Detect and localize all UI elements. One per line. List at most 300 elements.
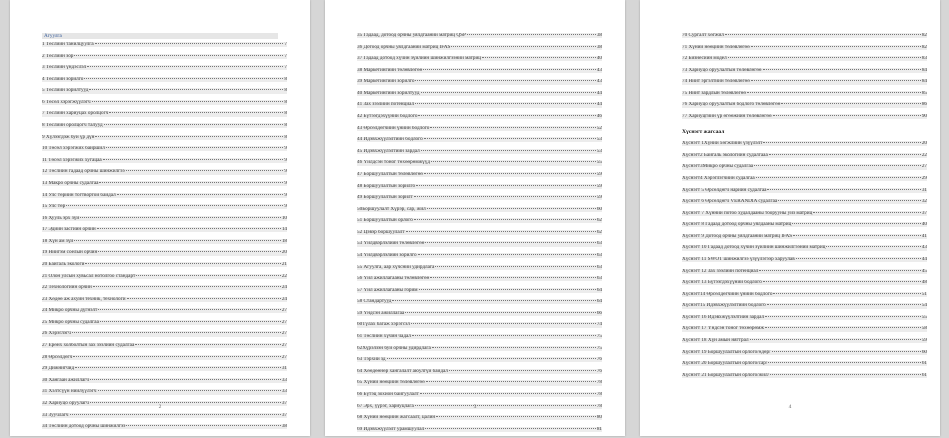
toc-entry[interactable] [682,141,927,146]
toc-entry[interactable] [357,276,602,281]
toc-entry-page: 24 [281,285,287,291]
toc-entry-page: 64 [596,287,602,293]
toc-entry-title: 68 Хүний нөөцийн жагсаалт, цалин [357,415,436,421]
dot-leader [84,78,283,79]
toc-entry-page: 24 [281,296,287,302]
toc-entry-page: 41 [921,233,927,239]
toc-entry-title: 62Хүрэлзэн буй орчны удирдлага [357,345,431,351]
dot-leader [768,362,920,363]
dot-leader [89,89,283,90]
toc-entry-page: 86 [921,102,927,108]
toc-entry-page: 27 [281,319,287,325]
toc-entry-page: 40 [921,222,927,228]
toc-entry[interactable] [42,146,287,151]
toc-entry[interactable] [357,253,602,258]
toc-entry[interactable] [682,315,927,320]
toc-entry[interactable] [42,135,287,140]
toc-entry-page: 66 [596,310,602,316]
dot-leader [95,136,283,137]
dot-leader [106,147,284,148]
toc-entry-page: 85 [921,90,927,96]
dot-leader [435,266,595,267]
toc-entry-page: 8 [284,76,287,82]
page-number: 3 [473,404,477,410]
toc-entry[interactable] [42,343,287,348]
dot-leader [725,34,921,35]
toc-entry-title: 55 Агуулга, аар хүчсний удирдлага [357,264,435,270]
toc-entry-title: Хүснэгт 20 Боршуулалтын орлого/сар/ [682,361,768,367]
toc-entry[interactable] [682,79,927,84]
toc-entry[interactable] [357,288,602,293]
toc-entry-title: 10 Төсөл хэрэгжих байршил [42,146,105,152]
toc-entry[interactable] [682,361,927,366]
dot-leader [93,286,281,287]
dot-leader [92,101,284,102]
toc-entry-title: 30 Хангаан ажиллагч [42,377,89,383]
toc-entry[interactable] [682,280,927,285]
dot-leader [127,298,281,299]
dot-leader [770,374,921,375]
dot-leader [109,112,283,113]
toc-entry-page: 61 [921,361,927,367]
dot-leader [418,115,595,116]
toc-entry-page: 10 [281,215,287,221]
toc-entry-title: 25 Микро орчны судалгаа [42,319,99,325]
toc-entry-page: 20 [281,250,287,256]
dot-leader [763,69,921,70]
toc-entry-title: Хүснэгт 8 Гадаад дотоод орчны уялдааны матриц [682,222,792,228]
toc-entry[interactable] [682,114,927,119]
toc-entry-title: 56 Үйл ажиллагааны төлөвлөгөө [357,276,430,282]
dot-leader [773,115,921,116]
toc-entry-page: 75 [596,345,602,351]
toc-entry[interactable] [42,216,287,221]
dot-leader [728,57,921,58]
toc-entry-title: Хүснэгт 6 Өрсөлдөгч VERANDIA судалгаа [682,199,778,205]
dot-leader [765,327,921,328]
dot-leader [70,414,281,415]
toc-entry[interactable] [682,257,927,262]
toc-entry[interactable] [357,311,602,316]
toc-entry-page: 54 [921,303,927,309]
dot-leader [75,367,281,368]
toc-entry-page: 33 [281,377,287,383]
toc-entry[interactable] [42,88,287,93]
toc-entry-title: 50Боршуулалт Хүрэр, сар, жил [357,206,426,212]
dot-leader [387,358,596,359]
page-3 [325,0,625,436]
toc-entry-page: 90 [921,114,927,120]
dot-leader [482,57,596,58]
toc-entry-page: 37 [281,412,287,418]
dot-leader [98,251,281,252]
toc-entry-title: 70 Сургалт хөгжил [682,33,724,38]
dot-leader [436,416,596,417]
dot-leader [405,312,596,313]
toc-entry[interactable] [42,366,287,371]
dot-leader [767,189,920,190]
dot-leader [759,270,920,271]
toc-entry-title: 36 Дотоод орчны уялдгааний матриц IFAS [357,44,451,50]
toc-entry-page: 78 [596,391,602,397]
toc-entry-title: 28 Өрсөлдөгч [42,354,73,360]
toc-entry[interactable] [357,415,602,420]
dot-leader [392,300,595,301]
toc-entry[interactable] [357,230,602,235]
toc-entry-title: 76 Хариуцо оруулалтын бодлого төлөвлөгөө [682,102,781,108]
toc-entry-title: 8 Төслийн оролцогч талууд [42,123,103,129]
toc-entry-title: Хүснэгт 21 Боршуулалтын орлого/жил/ [682,372,770,378]
toc-entry-title: Хүснэгт 5 Өрсөлдөгч нарийн судалгаа [682,187,767,193]
dot-leader [73,356,281,357]
toc-entry-page: 64 [596,299,602,305]
toc-entry[interactable] [682,222,927,227]
toc-entry-title: 13 Макро орчны судалгаа [42,180,99,186]
dot-leader [74,55,283,56]
toc-entry-page: 63 [596,241,602,247]
toc-entry-title: 19 Нийгэм соёлын орчин [42,250,98,256]
toc-entry[interactable] [42,378,287,383]
page-number: 4 [788,404,792,410]
toc-entry-page: 45 [921,268,927,274]
toc-entry-title: 44 Идэвхжүүлэлтийн бодлого [357,137,423,143]
toc-entry-page: 22 [921,152,927,158]
toc-entry-title: 46 Үйлдсэн тоног төхөөрөмжүүд [357,160,431,166]
dot-leader [126,170,284,171]
toc-entry[interactable] [357,346,602,351]
toc-entry-title: 60Түлах багаж хэрэгсэл [357,322,410,328]
dot-leader [80,217,281,218]
page-4 [640,0,940,436]
toc-entry-page: 46 [596,114,602,120]
toc-entry[interactable] [42,204,287,209]
toc-entry-title: Хүснэгт 9 Дотоод орчны уялдгааний матриц IFAS [682,233,793,239]
dot-leader [98,309,281,310]
dot-leader [72,332,281,333]
toc-entry[interactable] [682,199,927,204]
toc-entry-title: 58 Стандартууд [357,299,392,305]
toc-entry[interactable] [357,184,602,189]
toc-entry[interactable] [357,195,602,200]
toc-entry[interactable] [357,172,602,177]
toc-entry-page: 55 [596,160,602,166]
toc-entry-title: 72 Бизнесийн модел [682,56,727,62]
toc-entry[interactable] [42,297,287,302]
toc-entry[interactable] [42,355,287,360]
toc-entry[interactable] [42,285,287,290]
toc-entry-title: Хүснэгт 17 Үндсэн тоног төхөөрөмж [682,326,764,332]
toc-entry[interactable] [682,211,927,216]
toc-entry-page: 9 [284,169,287,175]
toc-entry[interactable] [682,176,927,181]
toc-entry-title: 9 Хүлээгдэж буй үр дүн [42,134,95,140]
toc-entry-title: 74 Нийт эргэлтийн төлөвлөгөө [682,79,750,85]
toc-entry-title: 47 Боршуулалтын төлөвлөгөө [357,171,423,177]
toc-entry-title: 59 Үндсэн ажиллагаа [357,310,405,316]
toc-entry[interactable] [357,45,602,50]
toc-entry[interactable] [42,227,287,232]
toc-list [357,33,611,438]
dot-leader [418,254,596,255]
toc-entry[interactable] [357,369,602,374]
toc-entry-page: 55 [921,314,927,320]
toc-entry[interactable] [42,65,287,70]
toc-entries [42,42,296,429]
toc-entry[interactable] [357,322,602,327]
toc-entry[interactable] [357,137,602,142]
toc-entry[interactable] [357,149,602,154]
toc-entry[interactable] [682,188,927,193]
toc-entry-title: 6 Төсөл хэрэгжүүлэгч [42,99,91,105]
toc-entry-page: 63 [596,264,602,270]
toc-entry-title: 17 Эдийн засгийн орчин [42,227,96,233]
toc-entry[interactable] [42,77,287,82]
toc-entry-page: 7 [284,42,287,47]
toc-entry[interactable] [42,193,287,198]
toc-entry-title: 39 Маркетингийн зорилго [357,79,415,85]
toc-entry-title: 14 Улс төрийн тогтвортой байдал [42,192,116,198]
dot-leader [104,124,284,125]
toc-entry[interactable] [357,91,602,96]
toc-entry-page: 44 [596,90,602,96]
toc-entry-title: Хүснэгт2 Байгаль экологийн судалгааа [682,152,768,158]
toc-entry[interactable] [682,269,927,274]
toc-entry-page: 74 [596,322,602,328]
dot-leader [421,92,596,93]
toc-entry[interactable] [357,102,602,107]
toc-entry[interactable] [357,56,602,61]
toc-entry-page: 60 [921,349,927,355]
dot-leader [751,80,921,81]
toc-entry[interactable] [682,153,927,158]
toc-entry-page: 44 [596,102,602,108]
dot-leader [97,228,281,229]
dot-leader [763,142,920,143]
dot-leader [430,277,596,278]
dot-leader [420,393,596,394]
dot-leader [74,240,281,241]
toc-entry-page: 78 [596,403,602,409]
toc-entry-title: Хүснэгт 12 Зах зээлийн потенциал [682,268,759,274]
dot-leader [85,263,280,264]
toc-entry-page: 31 [921,187,927,193]
toc-entry[interactable] [42,389,287,394]
dot-leader [781,103,921,104]
toc-entry-title: 34 Төслийн дотоод орчны шинжилгээ [42,424,126,430]
dot-leader [135,344,281,345]
toc-entry-title: 64 Хөөдөөнөр хангалалт аюулгүй байдал [357,368,448,374]
dot-leader [747,92,921,93]
dot-leader [406,231,596,232]
toc-entry[interactable] [42,320,287,325]
dot-leader [66,205,283,206]
toc-entry-page: 8 [284,134,287,140]
dot-leader [117,194,284,195]
dot-leader [424,138,596,139]
toc-entry[interactable] [357,207,602,212]
toc-entry-page: 63 [596,276,602,282]
toc-entry[interactable] [357,265,602,270]
toc-entry[interactable] [42,239,287,244]
dot-leader [100,321,281,322]
toc-entry-page: 27 [281,343,287,349]
toc-entry[interactable] [42,158,287,163]
toc-entry[interactable] [682,33,927,38]
toc-entry[interactable] [357,68,602,73]
toc-entry[interactable] [682,102,927,107]
toc-entry[interactable] [42,111,287,116]
toc-entry-title: 18 Хүн ам зүй [42,238,74,244]
toc-entry-page: 9 [284,192,287,198]
toc-entry[interactable] [682,292,927,297]
toc-entry-title: 52 Цэвэр боршуулалт [357,229,405,235]
dot-leader [427,208,596,209]
toc-entry[interactable] [42,169,287,174]
toc-entry-title: 43 Өрсөлдөгчийн үнийн бодлого [357,125,430,131]
toc-entry[interactable] [42,331,287,336]
dot-leader [432,347,596,348]
dot-leader [103,159,284,160]
toc-entry-title: 5 Төслийн зорилтууд [42,88,89,94]
dot-leader [769,154,921,155]
dot-leader [772,351,921,352]
toc-entry[interactable] [42,100,287,105]
dot-leader [793,235,921,236]
toc-entry-page: 9 [284,157,287,163]
toc-entry-page: 32 [921,199,927,205]
toc-entry-title: 49 Боршуулалтын зорилт [357,195,413,201]
toc-list [682,33,926,384]
toc-entry[interactable] [357,427,602,432]
toc-entry-title: 29 Дижнигчид [42,366,75,372]
toc-entry[interactable] [682,234,927,239]
toc-entry[interactable] [357,79,602,84]
toc-entry-page: 76 [596,368,602,374]
toc-entry[interactable] [42,424,287,429]
toc-entry-page: 7 [284,53,287,59]
toc-entry[interactable] [682,303,927,308]
toc-entry-page: 40 [596,56,602,62]
toc-entry[interactable] [357,392,602,397]
toc-entry-page: 44 [921,257,927,263]
toc-entry[interactable] [682,338,927,343]
toc-entry[interactable] [682,45,927,50]
toc-entry-page: 38 [596,33,602,38]
toc-entry-page: 52 [596,125,602,131]
dot-leader [796,258,921,259]
toc-entry[interactable] [357,241,602,246]
toc-entry-page: 33 [281,389,287,395]
toc-entry-title: 53 Үйлдвэрлэлийн төлөвлөгөө [357,241,425,247]
toc-entry-page: 58 [921,326,927,332]
toc-entry-page: 84 [921,67,927,73]
toc-entry[interactable] [682,164,927,169]
toc-entry[interactable] [357,126,602,131]
toc-entry[interactable] [682,373,927,378]
toc-entry[interactable] [42,181,287,186]
toc-entry-page: 76 [596,357,602,363]
toc-entry[interactable] [357,334,602,339]
dot-leader [99,182,283,183]
toc-entry-page: 8 [284,123,287,129]
toc-entry-page: 81 [596,426,602,432]
toc-entry-title: Хүснэгт 19 Боршуулалтын орлого/өдөр/ [682,349,771,355]
toc-entry-title: Хүснэгт 16 Идэвхжүүлэлтийн зардал [682,314,765,320]
toc-entry-title: Хүснэгт14 Өрсөлдөгчийн үнийн бодлого [682,291,773,297]
toc-entry[interactable] [42,308,287,313]
toc-entry[interactable] [357,114,602,119]
toc-entry[interactable] [42,123,287,128]
toc-entry-page: 62 [596,218,602,224]
dot-leader [136,275,281,276]
toc-entry-page: 78 [596,380,602,386]
toc-entry[interactable] [42,413,287,418]
toc-entry[interactable] [682,91,927,96]
toc-entry-title: 42 Бүтээгдэхүүний бодлого [357,114,418,120]
dot-leader [754,165,921,166]
page-2 [10,0,310,436]
toc-entry-title: Хүснэгт 10 Гадаад дотоод хүчин зүйлийн шинжилгээний матриц [682,245,826,251]
toc-entry[interactable] [682,326,927,331]
toc-entry-title: 75 Нийт зардлын төлөвлөгөө [682,90,746,96]
toc-entry-page: 75 [596,334,602,340]
toc-entry-page: 21 [281,261,287,267]
toc-entry[interactable] [682,68,927,73]
toc-entry[interactable] [357,218,602,223]
toc-entry-title: 27 Ерөнх холболтын зах зээлийн судалгаа [42,343,135,349]
dot-leader [126,425,280,426]
dot-leader [416,185,596,186]
toc-entry[interactable] [357,33,602,38]
toc-entry[interactable] [357,299,602,304]
toc-entry-page: 38 [281,424,287,430]
toc-entry-page: 27 [281,331,287,337]
toc-entry-title: Хүснэгт4 Хэрэглэгчийн судалгаа [682,175,755,181]
toc-entry[interactable] [357,357,602,362]
toc-entry-page: 8 [284,88,287,94]
dot-leader [765,316,921,317]
toc-entry[interactable] [682,245,927,250]
toc-entry-title: 24 Микро орчны дүгнэлт [42,308,98,314]
toc-entry-page: 9 [284,204,287,210]
toc-entry-page: 38 [596,44,602,50]
toc-entry-title: 12 Төслийн гадаад орчны шинжилгээ [42,169,125,175]
toc-entry[interactable] [357,380,602,385]
toc-entry[interactable] [357,160,602,165]
toc-entry-page: 53 [596,148,602,154]
toc-entry[interactable] [42,42,287,47]
toc-entry-page: 82 [921,33,927,38]
toc-entry-page: 83 [921,56,927,62]
toc-entry[interactable] [682,350,927,355]
dot-leader [419,289,596,290]
toc-entry-title: 3 Төслийн үндэслэл [42,65,87,71]
toc-entry[interactable] [682,56,927,61]
dot-leader [90,379,281,380]
toc-entry-title: 15 Улс төр [42,204,66,210]
toc-entry[interactable] [42,250,287,255]
dot-leader [411,323,596,324]
toc-entry[interactable] [42,262,287,267]
dot-leader [414,196,596,197]
toc-entry-page: 59 [596,171,602,177]
toc-entry[interactable] [42,274,287,279]
toc-entry[interactable] [42,54,287,59]
toc-entry-page: 27 [281,308,287,314]
toc-entry-title: Хүснэгт15 Идэвхжүүлэлтийн бодлого [682,303,766,309]
toc-entry-title: Хүснэгт 7 Хүнний потоо худалдааны тоорууны уиз матриц [682,210,813,216]
toc-entry-title: 71 Хүний нөөцийн төлөвлөгөө [682,44,750,50]
